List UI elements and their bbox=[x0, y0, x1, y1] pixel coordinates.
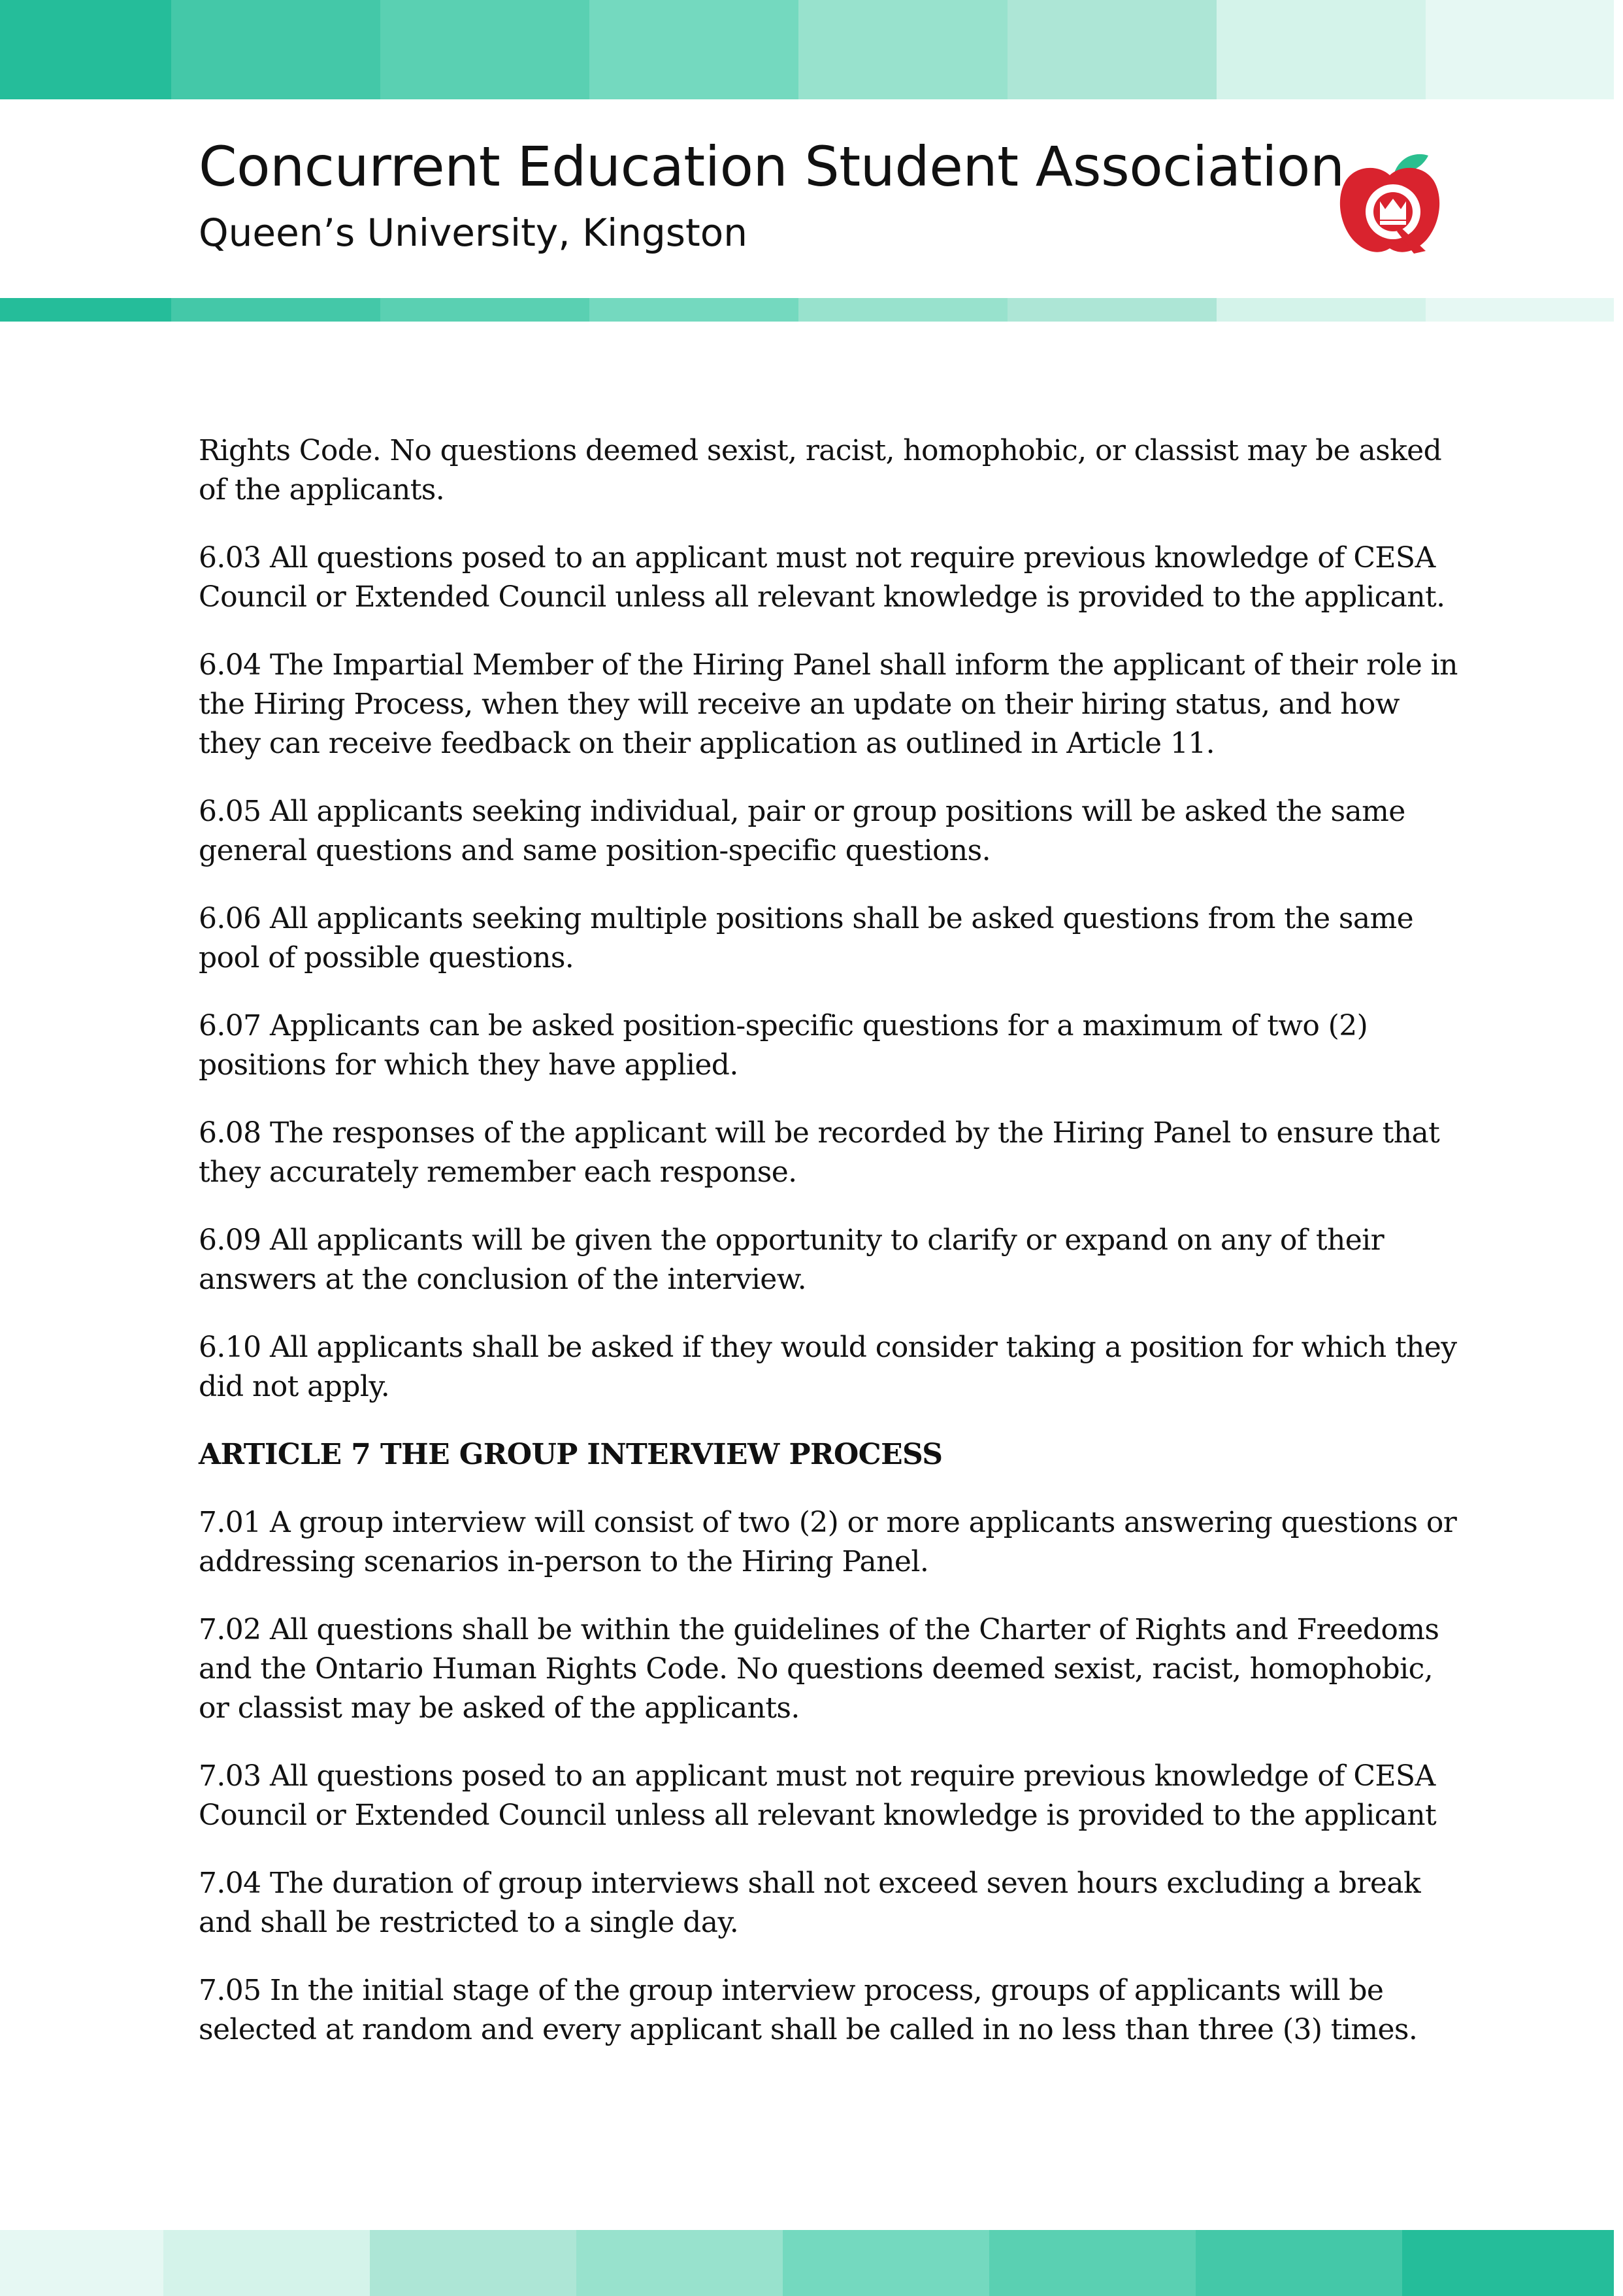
paragraph-6-05: 6.05 All applicants seeking individual, pair or group positions will be asked the same general questions and same position-specific questions. bbox=[199, 795, 1405, 867]
band-segment bbox=[1217, 298, 1426, 322]
header-divider-band bbox=[0, 298, 1614, 322]
band-segment bbox=[576, 2230, 783, 2296]
organization-subtitle: Queen’s University, Kingston bbox=[199, 210, 748, 255]
band-segment bbox=[989, 2230, 1196, 2296]
bottom-color-band bbox=[0, 2230, 1614, 2296]
band-segment bbox=[370, 2230, 576, 2296]
paragraph-6-07: 6.07 Applicants can be asked position-specific questions for a maximum of two (2) positions for which they have applied. bbox=[199, 1009, 1368, 1082]
apple-crown-logo-icon bbox=[1338, 146, 1441, 256]
band-segment bbox=[171, 298, 380, 322]
letterhead bbox=[199, 131, 1345, 259]
organization-title: Concurrent Education Student Association bbox=[199, 135, 1345, 199]
band-segment bbox=[163, 2230, 370, 2296]
paragraph-6-08: 6.08 The responses of the applicant will be recorded by the Hiring Panel to ensure that they accurately remember each response. bbox=[199, 1116, 1440, 1189]
band-segment bbox=[1196, 2230, 1402, 2296]
paragraph-6-03: 6.03 All questions posed to an applicant must not require previous knowledge of CESA Council or Extended Council unless all relevant knowledge is provided to the applicant. bbox=[199, 541, 1445, 614]
band-segment bbox=[1217, 0, 1426, 99]
paragraph-6-06: 6.06 All applicants seeking multiple positions shall be asked questions from the same pool of possible questions. bbox=[199, 902, 1414, 974]
paragraph-6-02-continued: Rights Code. No questions deemed sexist, racist, homophobic, or classist may be asked of the applicants. bbox=[199, 434, 1442, 507]
band-segment bbox=[783, 2230, 989, 2296]
band-segment bbox=[1008, 298, 1217, 322]
paragraph-6-10: 6.10 All applicants shall be asked if they would consider taking a position for which they did not apply. bbox=[199, 1331, 1457, 1403]
band-segment bbox=[798, 298, 1008, 322]
band-segment bbox=[589, 298, 798, 322]
paragraph-7-05: 7.05 In the initial stage of the group interview process, groups of applicants will be selected at random and every applicant shall be called in no less than three (3) times. bbox=[199, 1974, 1418, 2046]
band-segment bbox=[0, 2230, 163, 2296]
band-segment bbox=[380, 0, 589, 99]
document-body bbox=[199, 431, 1460, 2078]
article-7-heading: ARTICLE 7 THE GROUP INTERVIEW PROCESS bbox=[199, 1438, 943, 1471]
paragraph-6-04: 6.04 The Impartial Member of the Hiring Panel shall inform the applicant of their role in the Hiring Process, when they will receive an update on their hiring status, and how they can receive feedback on their application as outlined in Article 11. bbox=[199, 648, 1458, 760]
paragraph-7-03: 7.03 All questions posed to an applicant must not require previous knowledge of CESA Council or Extended Council unless all relevant knowledge is provided to the applicant bbox=[199, 1759, 1437, 1832]
band-segment bbox=[380, 298, 589, 322]
band-segment bbox=[0, 0, 171, 99]
band-segment bbox=[1402, 2230, 1614, 2296]
top-color-band bbox=[0, 0, 1614, 99]
band-segment bbox=[0, 298, 171, 322]
band-segment bbox=[589, 0, 798, 99]
paragraph-7-04: 7.04 The duration of group interviews shall not exceed seven hours excluding a break and shall be restricted to a single day. bbox=[199, 1867, 1421, 1939]
paragraph-7-01: 7.01 A group interview will consist of two (2) or more applicants answering questions or addressing scenarios in-person to the Hiring Panel. bbox=[199, 1506, 1457, 1578]
band-segment bbox=[1426, 0, 1614, 99]
band-segment bbox=[171, 0, 380, 99]
band-segment bbox=[1008, 0, 1217, 99]
paragraph-7-02: 7.02 All questions shall be within the guidelines of the Charter of Rights and Freedoms and the Ontario Human Rights Code. No questions deemed sexist, racist, homophobic, or classist may be asked of the applicants. bbox=[199, 1613, 1439, 1725]
paragraph-6-09: 6.09 All applicants will be given the opportunity to clarify or expand on any of their answers at the conclusion of the interview. bbox=[199, 1223, 1385, 1296]
band-segment bbox=[798, 0, 1008, 99]
band-segment bbox=[1426, 298, 1614, 322]
